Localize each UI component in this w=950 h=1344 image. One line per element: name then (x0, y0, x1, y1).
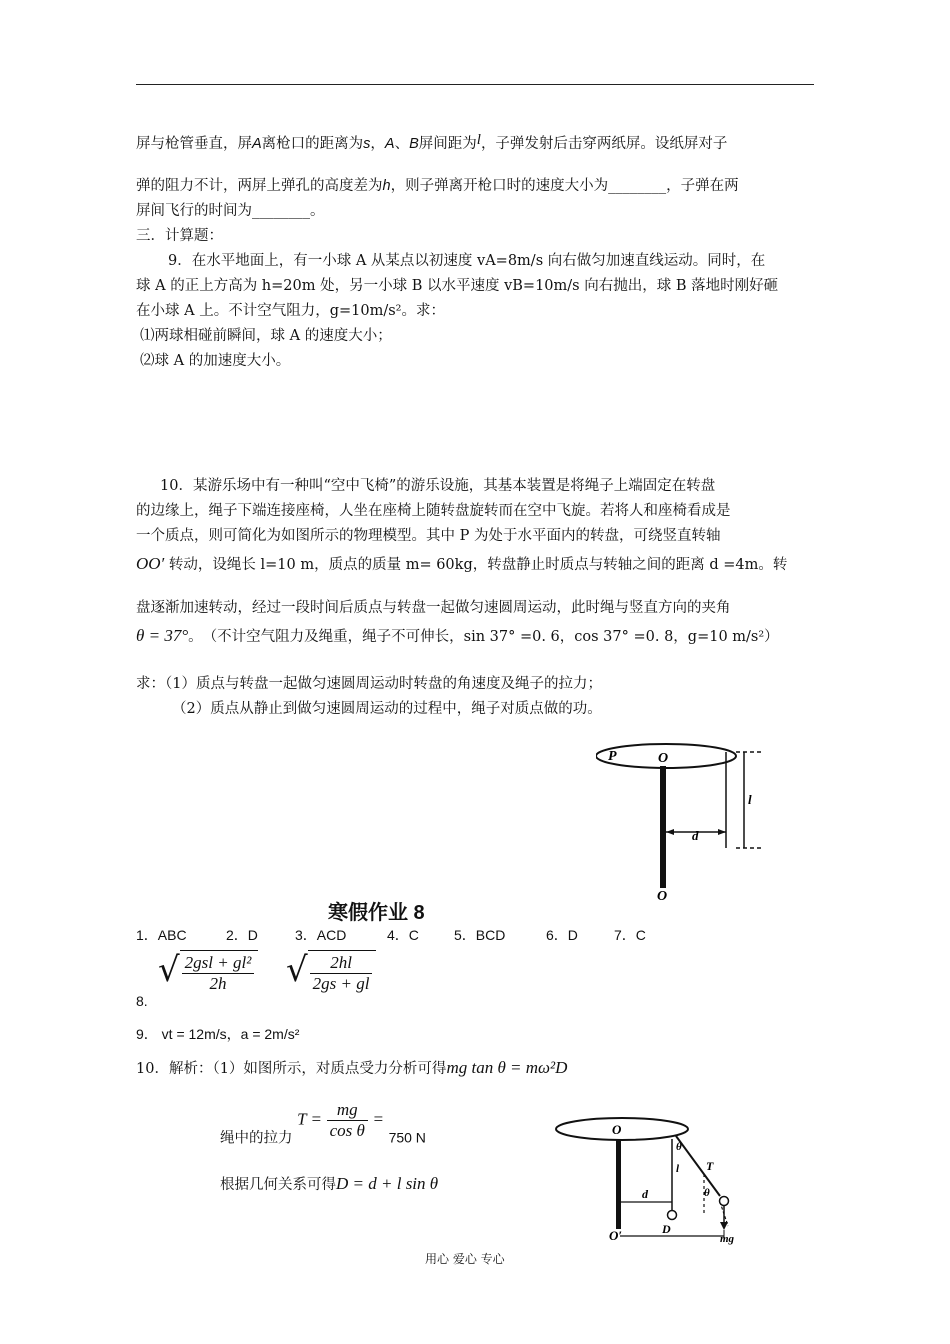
fraction (327, 1100, 368, 1141)
mc-answers (136, 925, 646, 945)
label-theta2: θ (704, 1187, 710, 1199)
rope-tilted (676, 1136, 720, 1196)
q10-line5: 盘逐渐加速转动，经过一段时间后质点与转盘一起做匀速圆周运动，此时绳与竖直方向的夹角 (136, 600, 731, 616)
text: ，则子弹离开枪口时的速度大小为________，子弹在两 (390, 178, 739, 194)
q10-line4 (136, 554, 787, 575)
a10-intro (136, 1058, 567, 1079)
text: 弹的阻力不计，两屏上弹孔的高度差为 (136, 178, 383, 194)
q10-line6 (136, 626, 779, 647)
a8-label: 8. (136, 993, 148, 1009)
problem8-line2 (136, 176, 739, 196)
var-A: A (252, 136, 262, 152)
var-s: s (363, 136, 371, 152)
label-O-prime: O′ (609, 1228, 623, 1243)
q10-line2: 的边缘上，绳子下端连接座椅，人坐在座椅上随转盘旋转而在空中飞旋。若将人和座椅看成是 (136, 503, 731, 519)
a8-expr1 (158, 950, 258, 994)
problem8-line3: 屏间飞行的时间为________。 (136, 203, 325, 219)
text: 、 (394, 136, 410, 152)
figure-force-analysis (554, 1114, 754, 1250)
equation: T = (297, 1109, 322, 1129)
q10-ask1: 求：（1）质点与转盘一起做匀速圆周运动时转盘的角速度及绳子的拉力； (136, 676, 602, 692)
axis-symbol: OO′ (136, 554, 165, 573)
equals: = (372, 1109, 384, 1129)
text: 10．解析：（1）如图所示，对质点受力分析可得 (136, 1061, 447, 1077)
footer: 用心 爱心 专心 (425, 1252, 505, 1266)
a8-expr2 (286, 950, 376, 994)
sqrt-icon: √ (158, 950, 180, 990)
axis-shaft (660, 766, 666, 888)
text: 转动，设绳长 l=10 m，质点的质量 m= 60kg，转盘静止时质点与转轴之间的距离 d =4m。转 (164, 557, 788, 573)
tension-row (220, 1100, 426, 1149)
label-T: T (706, 1159, 714, 1173)
geom-row (220, 1174, 438, 1195)
mc-answer: 6．D (546, 927, 578, 943)
q10-line1: 10．某游乐场中有一种叫“空中飞椅”的游乐设施，其基本装置是将绳子上端固定在转盘 (160, 478, 716, 494)
label-P: P (608, 749, 617, 764)
label-O-top: O (658, 751, 669, 766)
text: ，子弹发射后击穿两纸屏。设纸屏对子 (480, 136, 728, 152)
denominator: 2h (209, 974, 227, 993)
text: ， (370, 136, 385, 152)
sqrt-icon: √ (286, 950, 308, 990)
var-h: h (382, 178, 391, 194)
text: 屏间距为 (418, 136, 477, 152)
q9-line1: 9．在水平地面上，有一小球 A 从某点以初速度 vA=8m/s 向右做匀加速直线运动。同时，在 (168, 253, 766, 269)
numerator: mg (327, 1100, 368, 1121)
numerator: 2hl (310, 953, 373, 974)
var-A: A (384, 136, 395, 152)
figure-rotating-chair (596, 740, 776, 905)
answers-title: 寒假作业 8 (328, 902, 425, 924)
arrow-head (720, 1222, 728, 1230)
section-heading: 三．计算题： (136, 228, 223, 244)
label-d: d (692, 828, 699, 843)
equation: D = d + l sin θ (336, 1174, 439, 1193)
q10-ask2: （2）质点从静止到做匀速圆周运动的过程中，绳子对质点做的功。 (172, 701, 602, 717)
mc-answer: 5．BCD (454, 927, 506, 943)
var-l: l (476, 132, 481, 148)
label-l: l (676, 1163, 680, 1175)
text: 离枪口的距离为 (261, 136, 364, 152)
q9-line2: 球 A 的正上方高为 h=20m 处，另一小球 B 以水平速度 vB=10m/s 向右抛出，球 B 落地时刚好砸 (136, 278, 779, 294)
q9-line3: 在小球 A 上。不计空气阻力，g=10m/s²。求： (136, 303, 445, 319)
label-O-bottom: O (657, 889, 668, 904)
q10-line3: 一个质点，则可简化为如图所示的物理模型。其中 P 为处于水平面内的转盘，可绕竖直转轴 (136, 528, 721, 544)
label-theta1: θ (676, 1141, 682, 1153)
numerator: 2gsl + gl² (182, 953, 255, 974)
label-mg: mg (720, 1233, 735, 1245)
mc-answer: 1．ABC (136, 927, 187, 943)
mc-answer: 4．C (387, 927, 419, 943)
equation: mg tan θ = mω²D (446, 1058, 568, 1077)
turntable-ellipse (556, 1118, 688, 1140)
text: 。 （不计空气阻力及绳重，绳子不可伸长，sin 37° =0. 6，cos 37° =0. 8，g=10 m/s²） (188, 629, 779, 645)
var-B: B (409, 136, 419, 152)
problem8-line1 (136, 130, 727, 154)
denominator: cos θ (329, 1121, 365, 1140)
text: 屏与枪管垂直，屏 (136, 136, 252, 152)
theta-eq: θ = 37° (136, 626, 189, 645)
arrow-head (666, 829, 674, 835)
denominator: 2gs + gl (312, 974, 370, 993)
header-rule (136, 84, 814, 85)
mass-rotating (720, 1197, 729, 1206)
text: 根据几何关系可得 (220, 1177, 336, 1193)
text: 绳中的拉力 (220, 1130, 293, 1147)
label-d: d (642, 1187, 648, 1201)
mass-rest (668, 1211, 677, 1220)
arrow-head (718, 829, 726, 835)
label-l: l (748, 792, 752, 807)
mc-answer: 3．ACD (295, 927, 347, 943)
axis-shaft (616, 1139, 621, 1229)
label-D: D (662, 1222, 671, 1236)
a9: 9． vt = 12m/s，a = 2m/s² (136, 1026, 300, 1042)
mc-answer: 7．C (614, 927, 646, 943)
q9-sub2: ⑵球 A 的加速度大小。 (140, 353, 291, 369)
mc-answer: 2．D (226, 927, 258, 943)
label-O: O (612, 1122, 622, 1137)
q9-sub1: ⑴两球相碰前瞬间，球 A 的速度大小； (140, 328, 392, 344)
value: 750 N (388, 1129, 426, 1146)
